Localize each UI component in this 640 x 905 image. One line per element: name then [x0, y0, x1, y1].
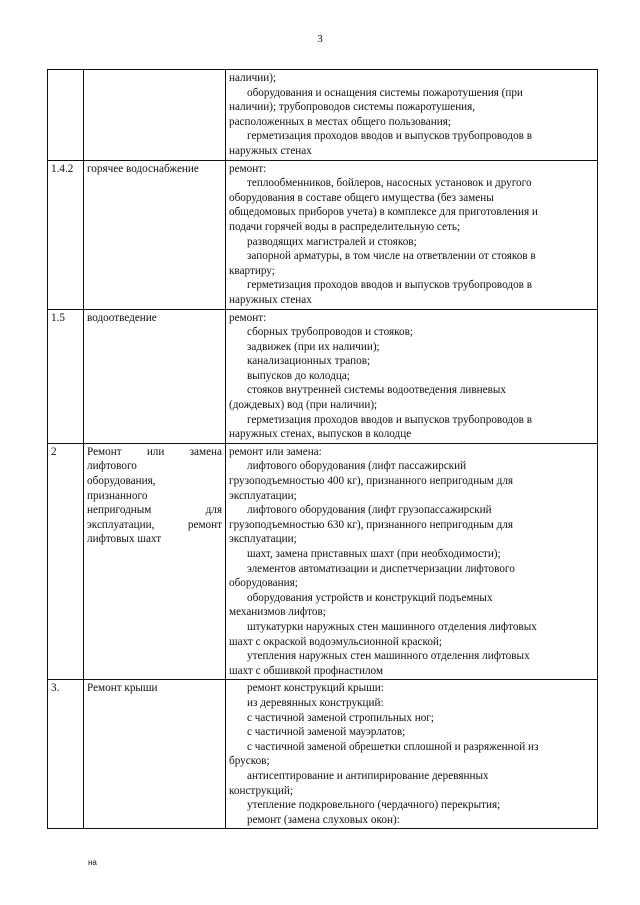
description-line: подачи горячей воды в распределительную сеть;	[229, 220, 461, 233]
description-line: наличии); трубопроводов системы пожаротушения,	[229, 101, 476, 114]
item-number: 1.4.2	[51, 162, 74, 175]
description-line: оборудования и оснащения системы пожаротушения (при	[247, 86, 523, 99]
item-number: 1.5	[51, 311, 65, 324]
work-type	[83, 310, 225, 443]
description-line: ремонт:	[229, 311, 267, 324]
work-type-line: лифтовых шахт	[87, 533, 162, 546]
description-line: ремонт или замена:	[229, 445, 322, 458]
description-line: эксплуатации;	[229, 489, 297, 502]
description-line: шахт с обшивкой профнастилом	[229, 664, 384, 677]
description-line: расположенных в местах общего пользования;	[229, 115, 451, 128]
description-line: конструкций;	[229, 784, 293, 797]
page-number: 3	[317, 33, 323, 45]
description-line: герметизация проходов вводов и выпусков трубопроводов в	[247, 413, 533, 426]
description-line: ремонт конструкций крыши:	[247, 682, 384, 695]
work-type	[83, 161, 225, 309]
description-line: грузоподъемностью 400 кг), признанного непригодным для	[229, 475, 514, 488]
work-type-line: Ремонт крыши	[87, 682, 158, 695]
description-line: с частичной заменой обрешетки сплошной и разряженной из	[247, 740, 539, 753]
work-type-line: непригодным для	[87, 504, 222, 517]
description-line: оборудования;	[229, 577, 298, 590]
description-line: оборудования устройств и конструкций подъемных	[247, 591, 493, 604]
description-line: утепления наружных стен машинного отделения лифтовых	[247, 650, 530, 663]
work-description	[225, 70, 597, 160]
description-line: герметизация проходов вводов и выпусков трубопроводов в	[247, 130, 533, 143]
description-line: канализационных трапов;	[247, 355, 371, 368]
item-number	[48, 70, 83, 160]
description-line: выпусков до колодца;	[247, 369, 350, 382]
description-line: эксплуатации;	[229, 533, 297, 546]
work-type-line: водоотведение	[87, 311, 157, 324]
description-line: общедомовых приборов учета) в комплексе для приготовления и	[229, 206, 538, 219]
description-line: ремонт (замена слуховых окон):	[247, 813, 400, 826]
table-row	[48, 680, 597, 828]
description-line: наружных стенах	[229, 293, 312, 306]
description-line: из деревянных конструкций:	[247, 696, 384, 709]
work-description	[225, 444, 597, 680]
work-type-line: эксплуатации, ремонт	[87, 518, 222, 531]
description-line: оборудования в составе общего имущества (без замены	[229, 191, 494, 204]
description-line: лифтового оборудования (лифт грузопассажирский	[247, 504, 492, 517]
work-description	[225, 161, 597, 309]
table-row	[48, 310, 597, 444]
description-line: теплообменников, бойлеров, насосных установок и другого	[247, 177, 532, 190]
item-number: 3.	[51, 682, 60, 695]
description-line: задвижек (при их наличии);	[247, 340, 380, 353]
description-line: стояков внутренней системы водоотведения ливневых	[247, 384, 507, 397]
work-type	[83, 70, 225, 160]
description-line: механизмов лифтов;	[229, 606, 326, 619]
table-row	[48, 161, 597, 310]
description-line: элементов автоматизации и диспетчеризации лифтового	[247, 562, 515, 575]
works-table	[47, 69, 598, 829]
item-number: 2	[51, 445, 57, 458]
description-line: грузоподъемностью 630 кг), признанного непригодным для	[229, 518, 514, 531]
work-description	[225, 680, 597, 828]
description-line: герметизация проходов вводов и выпусков трубопроводов в	[247, 279, 533, 292]
description-line: с частичной заменой мауэрлатов;	[247, 726, 406, 739]
description-line: шахт с окраской водоэмульсионной краской;	[229, 635, 443, 648]
table-row	[48, 444, 597, 681]
work-type-line: горячее водоснабжение	[87, 162, 199, 175]
work-type-line: Ремонт или замена	[87, 445, 222, 458]
description-line: квартиру;	[229, 264, 275, 277]
description-line: (дождевых) вод (при наличии);	[229, 399, 378, 412]
description-line: сборных трубопроводов и стояков;	[247, 326, 413, 339]
description-line: ремонт:	[229, 162, 267, 175]
work-type-line: признанного	[87, 489, 148, 502]
description-line: антисептирование и антипирирование деревянных	[247, 769, 489, 782]
work-description	[225, 310, 597, 443]
description-line: утепление подкровельного (чердачного) перекрытия;	[247, 799, 501, 812]
description-line: разводящих магистралей и стояков;	[247, 235, 417, 248]
description-line: наличии);	[229, 72, 277, 84]
description-line: наружных стенах	[229, 144, 312, 157]
work-type	[83, 680, 225, 828]
work-type-line: оборудования,	[87, 475, 156, 488]
description-line: брусков;	[229, 755, 270, 768]
work-type	[83, 444, 225, 680]
description-line: с частичной заменой стропильных ног;	[247, 711, 434, 724]
table-row	[48, 70, 597, 161]
description-line: шахт, замена приставных шахт (при необходимости);	[247, 548, 501, 560]
footer-mark: на	[88, 858, 97, 867]
work-type-line: лифтового	[87, 460, 137, 473]
description-line: штукатурки наружных стен машинного отделения лифтовых	[247, 620, 537, 633]
description-line: лифтового оборудования (лифт пассажирский	[247, 460, 467, 473]
description-line: наружных стенах, выпусков в колодце	[229, 428, 412, 441]
description-line: запорной арматуры, в том числе на ответвлении от стояков в	[247, 250, 536, 263]
